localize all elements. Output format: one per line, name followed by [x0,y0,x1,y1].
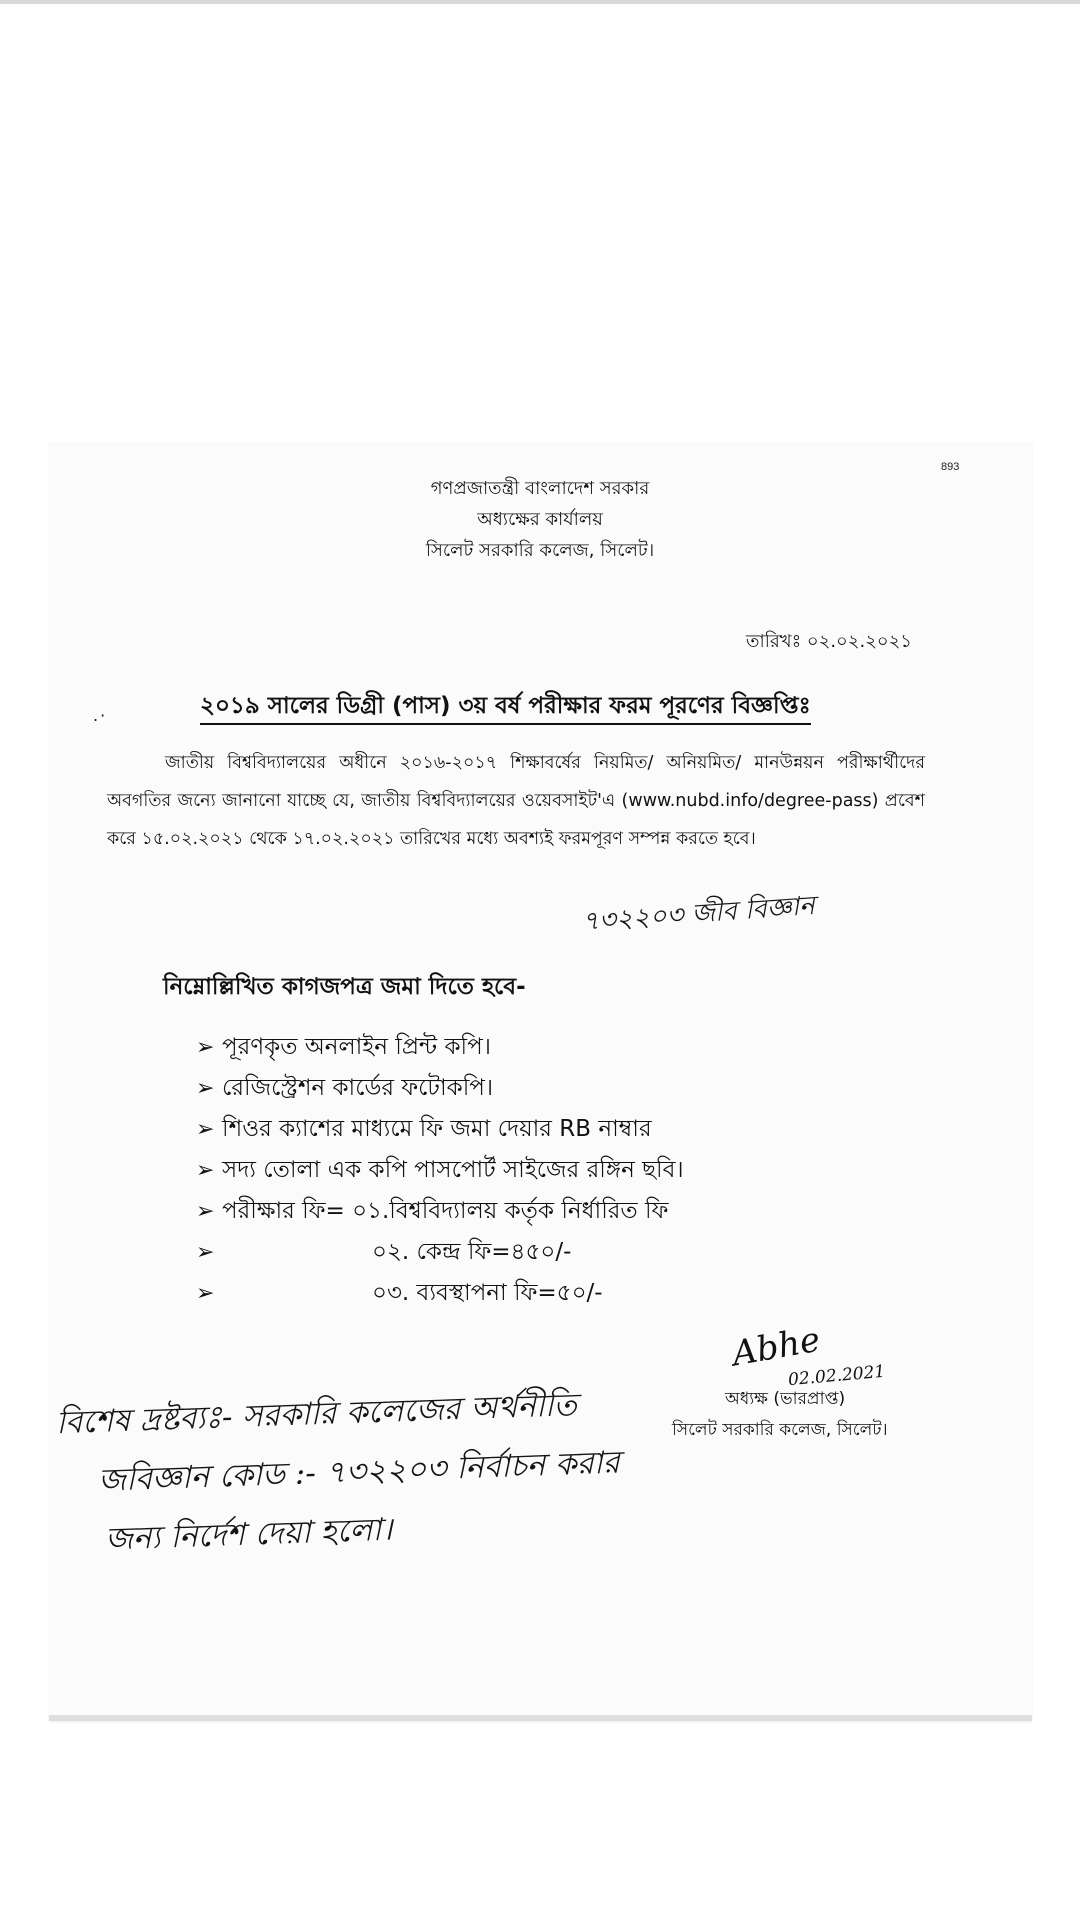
required-documents-heading: নিম্নোল্লিখিত কাগজপত্র জমা দিতে হবে- [163,974,526,1000]
required-documents-list [196,1027,684,1314]
signatory-title: অধ্যক্ষ (ভারপ্রাপ্ত) [725,1389,846,1409]
header-office-line: অধ্যক্ষের কার্যালয় [477,509,603,530]
notice-date: তারিখঃ ০২.০২.২০২১ [746,631,912,652]
arrow-bullet-icon: ➢ [196,1158,215,1183]
handwritten-note-line: জবিজ্ঞান কোড :- ৭৩২২০৩ নির্বাচন করার [97,1444,621,1499]
handwritten-registration-note: ৭৩২২০৩ জীব বিজ্ঞান [581,890,816,938]
list-item: ➢ ০৩. ব্যবস্থাপনা ফি=৫০/- [196,1273,684,1314]
arrow-bullet-icon: ➢ [196,1240,215,1265]
handwritten-special-note [55,1372,701,1571]
stray-marks: .· [93,706,108,725]
principal-signature: Abhe [729,1319,824,1375]
arrow-bullet-icon: ➢ [196,1199,215,1224]
arrow-bullet-icon: ➢ [196,1281,215,1306]
handwritten-note-line: বিশেষ দ্রষ্টব্যঃ- সরকারি কলেজের অর্থনীতি [55,1387,578,1442]
list-item: ➢ ০২. কেন্দ্র ফি=৪৫০/- [196,1232,684,1273]
notice-paragraph [107,744,925,858]
header-government-line: গণপ্রজাতন্ত্রী বাংলাদেশ সরকার [430,478,650,499]
page-number: 893 [941,461,960,473]
header-college-line: সিলেট সরকারি কলেজ, সিলেট। [425,540,655,561]
signature-date: 02.02.2021 [787,1361,887,1391]
handwritten-note-line: জন্য নির্দেশ দেয়া হলো। [104,1511,393,1558]
arrow-bullet-icon: ➢ [196,1076,215,1101]
list-item: ➢ শিওর ক্যাশের মাধ্যমে ফি জমা দেয়ার RB নাম্বার [196,1109,684,1150]
signatory-institution: সিলেট সরকারি কলেজ, সিলেট। [672,1420,888,1440]
list-item: ➢ পরীক্ষার ফি= ০১.বিশ্ববিদ্যালয় কর্তৃক নির্ধারিত ফি [196,1191,684,1232]
list-item: ➢ সদ্য তোলা এক কপি পাসপোর্ট সাইজের রঙ্গিন ছবি। [196,1150,684,1191]
top-status-strip [0,0,1080,4]
arrow-bullet-icon: ➢ [196,1035,215,1060]
notice-paragraph-text: জাতীয় বিশ্ববিদ্যালয়ের অধীনে ২০১৬-২০১৭ শিক্ষাবর্ষের নিয়মিত/ অনিয়মিত/ মানউন্নয়ন পরীক্ষার্থীদের অবগতির জন্যে জানানো যাচ্ছে যে, জাতীয় বিশ্ববিদ্যালয়ের ওয়েবসাইট'এ (www.nubd.info/degree-pass) প্রবেশ করে ১৫.০২.২০২১ থেকে ১৭.০২.২০২১ তারিখের মধ্যে অবশ্যই ফরমপূরণ সম্পন্ন করতে হবে। [107,753,925,849]
list-item: ➢ রেজিস্ট্রেশন কার্ডের ফটোকপি। [196,1068,684,1109]
notice-title: ২০১৯ সালের ডিগ্রী (পাস) ৩য় বর্ষ পরীক্ষার ফরম পূরণের বিজ্ঞপ্তিঃ [200,691,811,725]
arrow-bullet-icon: ➢ [196,1117,215,1142]
list-item: ➢ পূরণকৃত অনলাইন প্রিন্ট কপি। [196,1027,684,1068]
